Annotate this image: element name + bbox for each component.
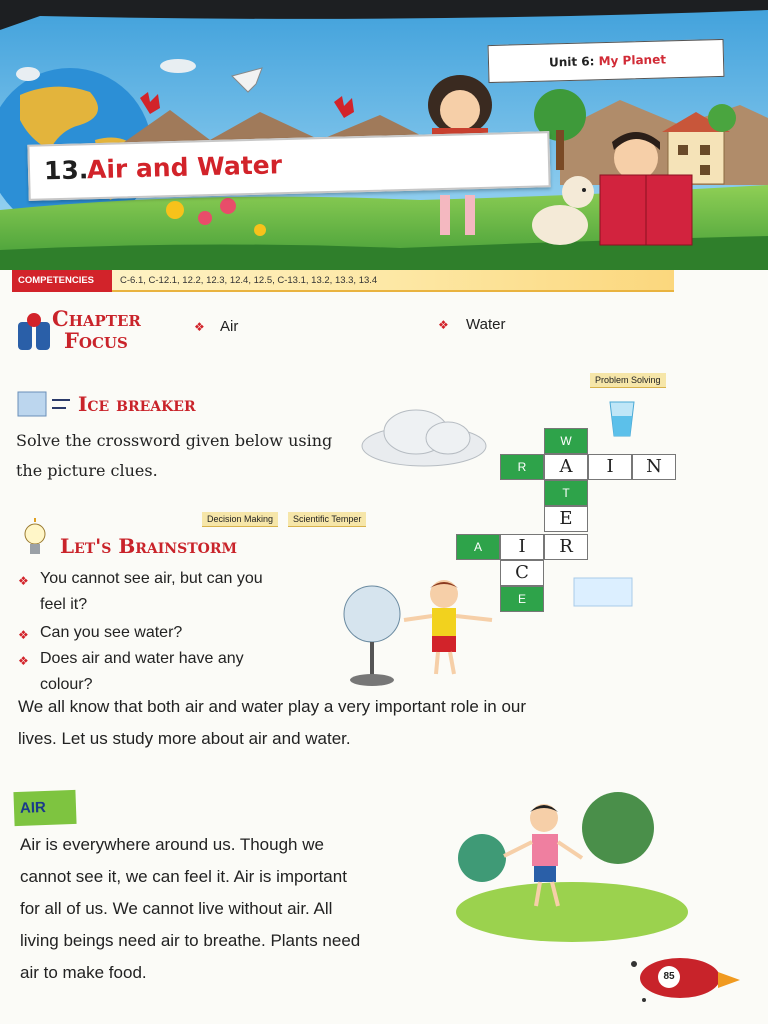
- unit-name: My Planet: [598, 52, 667, 69]
- crossword-cell: I: [500, 534, 544, 560]
- diamond-bullet-icon: ❖: [18, 574, 29, 588]
- crossword-cell: R: [544, 534, 588, 560]
- air-text-line-4: living beings need air to breathe. Plants need: [20, 931, 361, 950]
- crossword-cell: N: [632, 454, 676, 480]
- air-text-line-2: cannot see it, we can feel it. Air is important: [20, 867, 347, 886]
- air-text-line-5: air to make food.: [20, 963, 147, 982]
- brainstorm-question-2: Can you see water?: [40, 624, 183, 641]
- crossword-cell: E: [544, 506, 588, 532]
- fan-icon: [344, 586, 400, 642]
- brainstorm-question-1-cont: feel it?: [40, 596, 88, 613]
- diamond-bullet-icon: ❖: [438, 318, 449, 332]
- air-section-badge: [13, 790, 76, 826]
- focus-item-air: Air: [220, 318, 239, 335]
- air-text-line-3: for all of us. We cannot live without air. All: [20, 899, 333, 918]
- boy-in-park-illustration: [452, 782, 688, 946]
- chapter-number: 13.: [43, 155, 89, 186]
- ice-breaker-line-1: Solve the crossword given below using: [16, 431, 333, 450]
- diamond-bullet-icon: ❖: [194, 320, 205, 334]
- rocket-icon: [630, 952, 750, 1012]
- ice-breaker-heading: Ice breaker: [78, 392, 196, 416]
- intro-line-1: We all know that both air and water play a very important role in our: [18, 697, 527, 716]
- crossword-cell: R: [500, 454, 544, 480]
- page-number: 85: [658, 966, 680, 988]
- ice-block-icon: [566, 570, 640, 612]
- crossword-cell: I: [588, 454, 632, 480]
- diamond-bullet-icon: ❖: [18, 628, 29, 642]
- brainstorm-question-3: Does air and water have any: [40, 650, 244, 667]
- crossword-cell: E: [500, 586, 544, 612]
- crossword-cell: A: [544, 454, 588, 480]
- focus-item-water: Water: [466, 316, 506, 333]
- crossword-cell: A: [456, 534, 500, 560]
- brainstorm-question-1: You cannot see air, but can you: [40, 570, 263, 587]
- lightbulb-icon: [22, 518, 48, 562]
- ice-breaker-line-2: the picture clues.: [16, 461, 158, 480]
- chapter-focus-heading-2: Focus: [64, 328, 128, 353]
- competencies-label: COMPETENCIES: [12, 270, 112, 292]
- skill-tag-decision-making: Decision Making: [202, 512, 278, 527]
- cloud-icon: [356, 404, 490, 474]
- intro-line-2: lives. Let us study more about air and water.: [18, 729, 351, 748]
- crossword-cell: C: [500, 560, 544, 586]
- fan-and-boy-illustration: [332, 576, 500, 688]
- air-text-line-1: Air is everywhere around us. Though we: [20, 835, 324, 854]
- ice-cube-icon: [14, 386, 74, 420]
- unit-prefix: Unit 6:: [548, 54, 599, 70]
- chapter-focus-heading-1: Chapter: [52, 306, 141, 331]
- diamond-bullet-icon: ❖: [18, 654, 29, 668]
- competencies-bar: [12, 270, 674, 292]
- chapter-title: Air and Water: [86, 150, 283, 185]
- skill-tag-scientific-temper: Scientific Temper: [288, 512, 366, 527]
- water-glass-icon: [600, 398, 644, 442]
- tree-icon: [582, 792, 654, 864]
- brainstorm-question-3-cont: colour?: [40, 676, 93, 693]
- unit-tag: [488, 39, 725, 83]
- crossword-cell: T: [544, 480, 588, 506]
- cloud-icon: [160, 59, 196, 73]
- competencies-list: C-6.1, C-12.1, 12.2, 12.3, 12.4, 12.5, C-13.1, 13.2, 13.3, 13.4: [120, 275, 378, 286]
- skill-tag-problem-solving: Problem Solving: [590, 373, 666, 388]
- binoculars-icon: [16, 312, 52, 354]
- crossword-cell: W: [544, 428, 588, 454]
- air-badge-label: AIR: [19, 798, 47, 817]
- brainstorm-heading: Let's Brainstorm: [60, 534, 237, 558]
